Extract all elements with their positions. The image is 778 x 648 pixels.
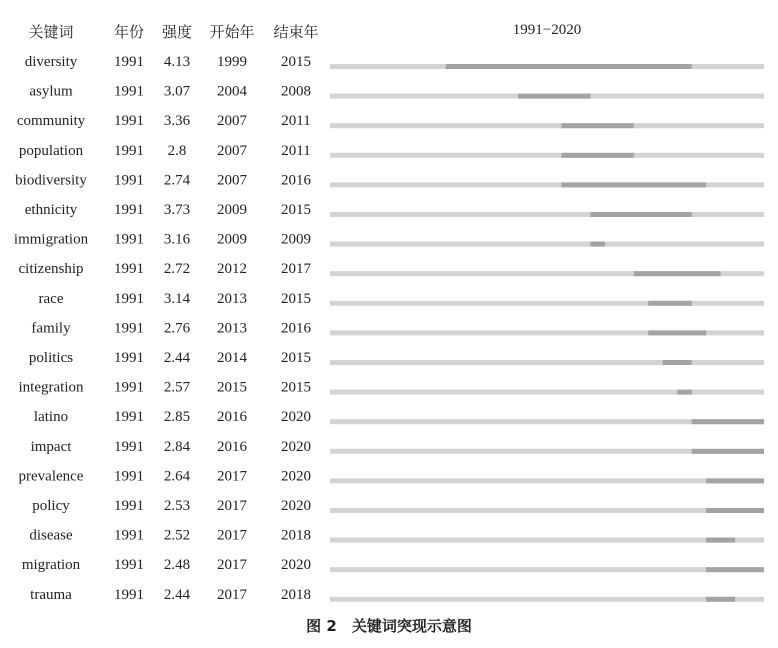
end-year: 2016 — [281, 320, 311, 337]
year-value: 1991 — [114, 409, 144, 426]
strength-value: 2.76 — [163, 320, 191, 337]
burst-bar — [663, 360, 692, 365]
header-end: 结束年 — [273, 23, 319, 41]
burst-bar — [590, 212, 691, 217]
timeline-bar — [330, 478, 764, 483]
keyword-label: citizenship — [18, 261, 84, 278]
end-year: 2020 — [281, 468, 311, 485]
burst-bar — [561, 153, 633, 158]
burst-bar — [648, 301, 691, 306]
begin-year: 2013 — [217, 290, 247, 307]
year-value: 1991 — [114, 231, 144, 248]
keyword-label: family — [31, 320, 71, 337]
strength-value: 2.74 — [163, 172, 191, 189]
end-year: 2015 — [281, 290, 311, 307]
timeline-bar — [330, 212, 764, 217]
year-value: 1991 — [114, 498, 144, 514]
header-strength: 强度 — [161, 23, 193, 41]
year-value: 1991 — [114, 290, 144, 307]
strength-value: 3.36 — [163, 113, 191, 130]
year-value: 1991 — [114, 527, 144, 544]
strength-value: 2.48 — [163, 557, 191, 574]
strength-value: 2.64 — [163, 468, 191, 485]
strength-value: 2.72 — [163, 261, 191, 278]
figure-caption: 图 2 关键词突现示意图 — [306, 617, 472, 635]
strength-value: 3.07 — [163, 83, 191, 100]
keyword-label: disease — [29, 527, 73, 544]
keyword-label: integration — [18, 379, 84, 396]
end-year: 2008 — [281, 83, 311, 100]
year-value: 1991 — [114, 202, 144, 218]
strength-value: 2.44 — [163, 350, 191, 366]
begin-year: 2004 — [217, 83, 247, 100]
keyword-label: impact — [30, 438, 72, 455]
year-value: 1991 — [114, 142, 144, 159]
burst-bar — [706, 567, 764, 572]
burst-bar — [446, 64, 692, 69]
strength-value: 2.57 — [163, 379, 191, 396]
keyword-label: latino — [33, 409, 69, 426]
begin-year: 2017 — [217, 468, 247, 485]
end-year: 2020 — [281, 498, 311, 514]
strength-value: 2.44 — [163, 586, 191, 603]
burst-bar — [706, 538, 735, 543]
end-year: 2011 — [281, 142, 311, 159]
end-year: 2015 — [281, 202, 311, 218]
end-year: 2015 — [281, 379, 311, 396]
begin-year: 2017 — [217, 557, 247, 574]
burst-bar — [706, 597, 735, 602]
begin-year: 2015 — [217, 379, 247, 396]
strength-value: 2.84 — [163, 438, 191, 455]
year-value: 1991 — [114, 320, 144, 337]
burst-bar — [634, 271, 721, 276]
begin-year: 2007 — [217, 113, 247, 130]
burst-bar — [590, 242, 604, 247]
burst-bar — [692, 449, 764, 454]
end-year: 2020 — [281, 557, 311, 574]
keyword-label: race — [38, 290, 64, 307]
timeline-bar — [330, 538, 764, 543]
year-value: 1991 — [114, 113, 144, 130]
year-value: 1991 — [114, 586, 144, 603]
begin-year: 2007 — [217, 142, 247, 159]
burst-bar — [706, 508, 764, 513]
end-year: 2016 — [281, 172, 311, 189]
burst-bar — [561, 123, 633, 128]
end-year: 2009 — [281, 231, 311, 248]
strength-value: 2.53 — [163, 498, 191, 514]
end-year: 2015 — [281, 350, 311, 366]
timeline-bar — [330, 508, 764, 513]
burst-bar — [677, 390, 691, 395]
begin-year: 2013 — [217, 320, 247, 337]
end-year: 2020 — [281, 409, 311, 426]
strength-value: 2.52 — [163, 527, 191, 544]
keyword-label: biodiversity — [15, 172, 87, 189]
begin-year: 2009 — [217, 231, 247, 248]
keyword-label: diversity — [24, 54, 78, 70]
burst-bar — [706, 478, 764, 483]
begin-year: 2016 — [217, 409, 247, 426]
end-year: 2018 — [281, 586, 311, 603]
period-label: 1991−2020 — [512, 22, 582, 38]
begin-year: 2007 — [217, 172, 247, 189]
strength-value: 3.14 — [163, 290, 191, 307]
keyword-label: asylum — [29, 83, 73, 100]
keyword-label: migration — [21, 557, 81, 574]
timeline-bar — [330, 123, 764, 128]
keyword-label: population — [18, 142, 84, 159]
strength-value: 2.8 — [167, 142, 187, 159]
end-year: 2011 — [281, 113, 311, 130]
year-value: 1991 — [114, 83, 144, 100]
burst-bar — [518, 94, 590, 99]
end-year: 2017 — [281, 261, 311, 278]
burst-bar — [692, 419, 764, 424]
strength-value: 2.85 — [163, 409, 191, 426]
header-year: 年份 — [113, 23, 145, 41]
begin-year: 2017 — [217, 527, 247, 544]
header-begin: 开始年 — [209, 23, 255, 41]
timeline-bar — [330, 301, 764, 306]
begin-year: 2016 — [217, 438, 247, 455]
header-keyword: 关键词 — [28, 23, 74, 41]
keyword-label: politics — [28, 350, 74, 366]
keyword-label: trauma — [30, 586, 72, 603]
keyword-label: prevalence — [18, 468, 84, 485]
burst-bar — [561, 182, 706, 187]
keyword-label: policy — [32, 498, 70, 514]
end-year: 2020 — [281, 438, 311, 455]
year-value: 1991 — [114, 468, 144, 485]
strength-value: 3.73 — [163, 202, 191, 218]
strength-value: 3.16 — [163, 231, 191, 248]
begin-year: 2012 — [217, 261, 247, 278]
burst-bar — [648, 330, 706, 335]
timeline-bar — [330, 242, 764, 247]
begin-year: 2017 — [217, 586, 247, 603]
year-value: 1991 — [114, 172, 144, 189]
begin-year: 2017 — [217, 498, 247, 514]
begin-year: 1999 — [217, 54, 247, 70]
year-value: 1991 — [114, 379, 144, 396]
year-value: 1991 — [114, 438, 144, 455]
timeline-bar — [330, 567, 764, 572]
end-year: 2015 — [281, 54, 311, 70]
year-value: 1991 — [114, 350, 144, 366]
timeline-bar — [330, 597, 764, 602]
keyword-label: ethnicity — [24, 202, 78, 218]
keyword-label: immigration — [13, 231, 89, 248]
year-value: 1991 — [114, 261, 144, 278]
end-year: 2018 — [281, 527, 311, 544]
strength-value: 4.13 — [163, 54, 191, 70]
year-value: 1991 — [114, 54, 144, 70]
timeline-bar — [330, 153, 764, 158]
begin-year: 2014 — [217, 350, 247, 366]
keyword-label: community — [16, 113, 86, 130]
begin-year: 2009 — [217, 202, 247, 218]
timeline-bar — [330, 360, 764, 365]
year-value: 1991 — [114, 557, 144, 574]
timeline-bar — [330, 390, 764, 395]
